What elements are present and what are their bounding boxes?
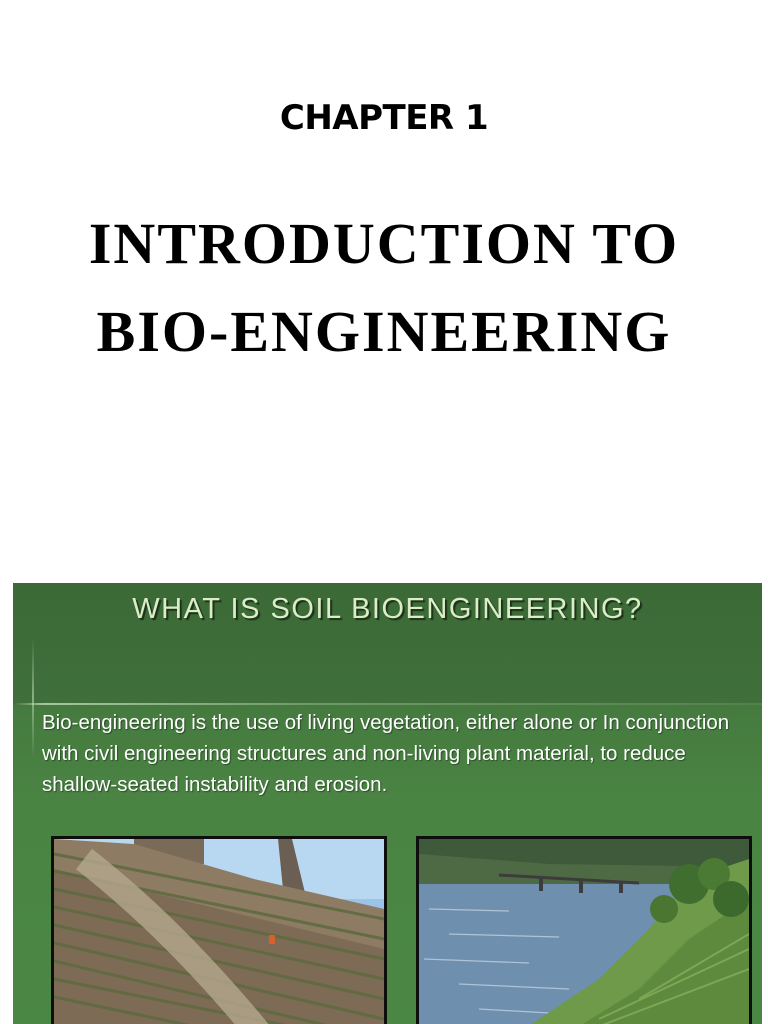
terraced-slope-photo <box>51 836 387 1024</box>
slide-decor-vertical-line <box>32 638 34 758</box>
river-bank-photo <box>416 836 752 1024</box>
terraced-slope-image <box>54 839 384 1024</box>
slide-heading: WHAT IS SOIL BIOENGINEERING? <box>132 593 643 625</box>
chapter-label: CHAPTER 1 <box>279 98 489 138</box>
slide-body-text: Bio-engineering is the use of living vegetation, either alone or In conjunction with civil engineering structures and non-living plant material, to reduce shallow-seated instability and erosion. <box>42 711 730 796</box>
page-title <box>0 200 768 376</box>
title-line-2: BIO-ENGINEERING <box>96 299 672 364</box>
title-line-1: INTRODUCTION TO <box>88 211 680 276</box>
river-bank-image <box>419 839 749 1024</box>
embedded-slide <box>13 583 762 1024</box>
slide-decor-horizontal-line <box>13 703 762 705</box>
